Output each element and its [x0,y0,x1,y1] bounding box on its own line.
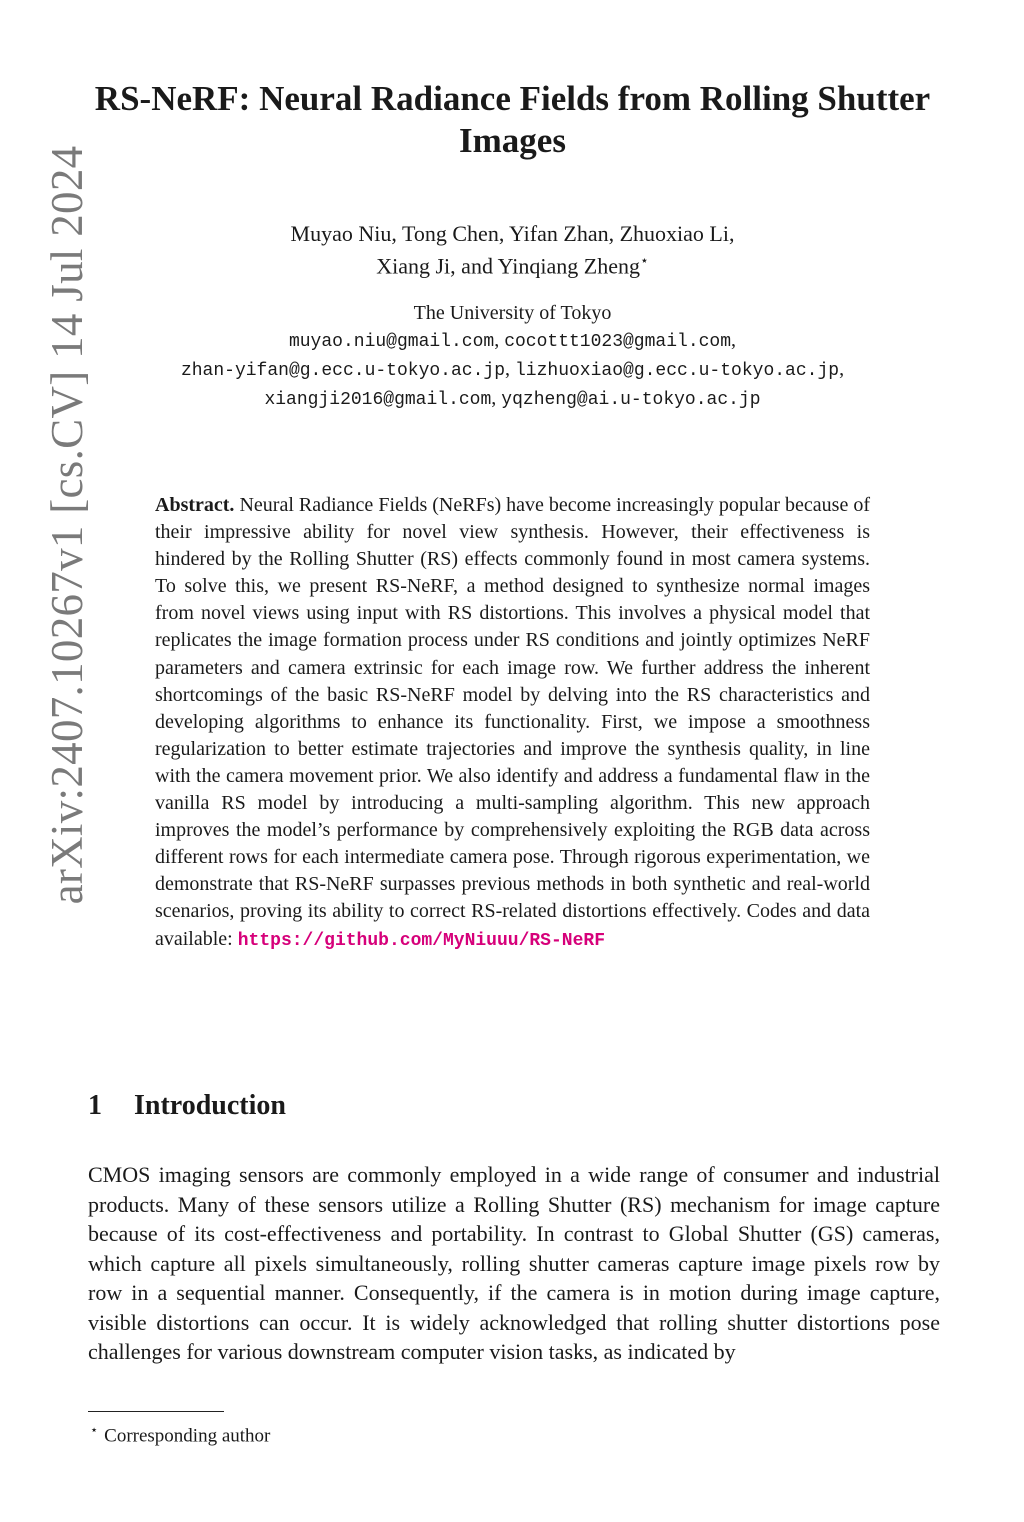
email[interactable]: muyao.niu@gmail.com [288,332,495,352]
email-line-1: muyao.niu@gmail.com, cocottt1023@gmail.com, [288,329,737,352]
paper-title: RS-NeRF: Neural Radiance Fields from Rolling Shutter Images [94,79,931,160]
author-list [90,220,935,280]
affiliation-block [90,300,935,414]
introduction-paragraph: CMOS imaging sensors are commonly employed in a wide range of consumer and industrial products. Many of these sensors utilize a Rolling Shutter (RS) mechanism for image capture because of its cost-effectiveness and portability. In contrast to Global Shutter (GS) cameras, which capture all pixels simultaneously, rolling shutter cameras capture image pixels row by row in a sequential manner. Consequently, if the camera is in motion during image capture, visible distortions can occur. It is widely acknowledged that rolling shutter distortions pose challenges for various downstream computer vision tasks, as indicated by [88,1162,940,1364]
section-number: 1 [88,1090,102,1121]
section-heading-introduction [88,1089,286,1123]
author-line-2 [90,248,935,280]
email[interactable]: yqzheng@ai.u-tokyo.ac.jp [501,390,761,410]
email[interactable]: zhan-yifan@g.ecc.u-tokyo.ac.jp [180,361,505,381]
author-line-1: Muyao Niu, Tong Chen, Yifan Zhan, Zhuoxiao Li, [290,221,735,246]
email-line-3: xiangji2016@gmail.com, yqzheng@ai.u-tokyo.ac.jp [264,387,761,410]
footnote [90,1418,270,1448]
email-line-2: zhan-yifan@g.ecc.u-tokyo.ac.jp, lizhuoxiao@g.ecc.u-tokyo.ac.jp, [180,358,845,381]
abstract [155,492,870,955]
author-line-2-text: Xiang Ji, and Yinqiang Zheng [376,253,640,279]
footnote-mark: ⋆ [90,1422,99,1437]
abstract-label: Abstract. [155,494,235,516]
footnote-text: Corresponding author [104,1425,271,1447]
email[interactable]: xiangji2016@gmail.com [264,390,492,410]
footnote-divider [88,1411,224,1412]
code-repository-link[interactable]: https://github.com/MyNiuuu/RS-NeRF [237,930,605,951]
arxiv-identifier-stamp: arXiv:2407.10267v1 [cs.CV] 14 Jul 2024 [42,145,92,905]
email[interactable]: cocottt1023@gmail.com [504,332,732,352]
email[interactable]: lizhuoxiao@g.ecc.u-tokyo.ac.jp [515,361,840,381]
section-title: Introduction [134,1090,286,1121]
corresponding-author-mark: ⋆ [640,254,649,269]
institution: The University of Tokyo [413,302,612,324]
abstract-body: Neural Radiance Fields (NeRFs) have become increasingly popular because of their impressive ability for novel view synthesis. However, their effectiveness is hindered by the Rolling Shutter (RS) effects commonly found in most camera systems. To solve this, we present RS-NeRF, a method designed to synthesize normal images from novel views using input with RS distortions. This involves a physical model that replicates the image formation process under RS conditions and jointly optimizes NeRF parameters and camera extrinsic for each image row. We further address the inherent shortcomings of the basic RS-NeRF model by delving into the RS characteristics and developing algorithms to enhance its functionality. First, we impose a smoothness regularization to better estimate trajectories and improve the synthesis quality, in line with the camera movement prior. We also identify and address a fundamental flaw in the vanilla RS model by introducing a multi-sampling algorithm. This new approach improves the model’s performance by comprehensively exploiting the RGB data across different rows for each intermediate camera pose. Through rigorous experimentation, we demonstrate that RS-NeRF surpasses previous methods in both synthetic and real-world scenarios, proving its ability to correct RS-related distortions effectively. Codes and data available: [155,494,870,950]
